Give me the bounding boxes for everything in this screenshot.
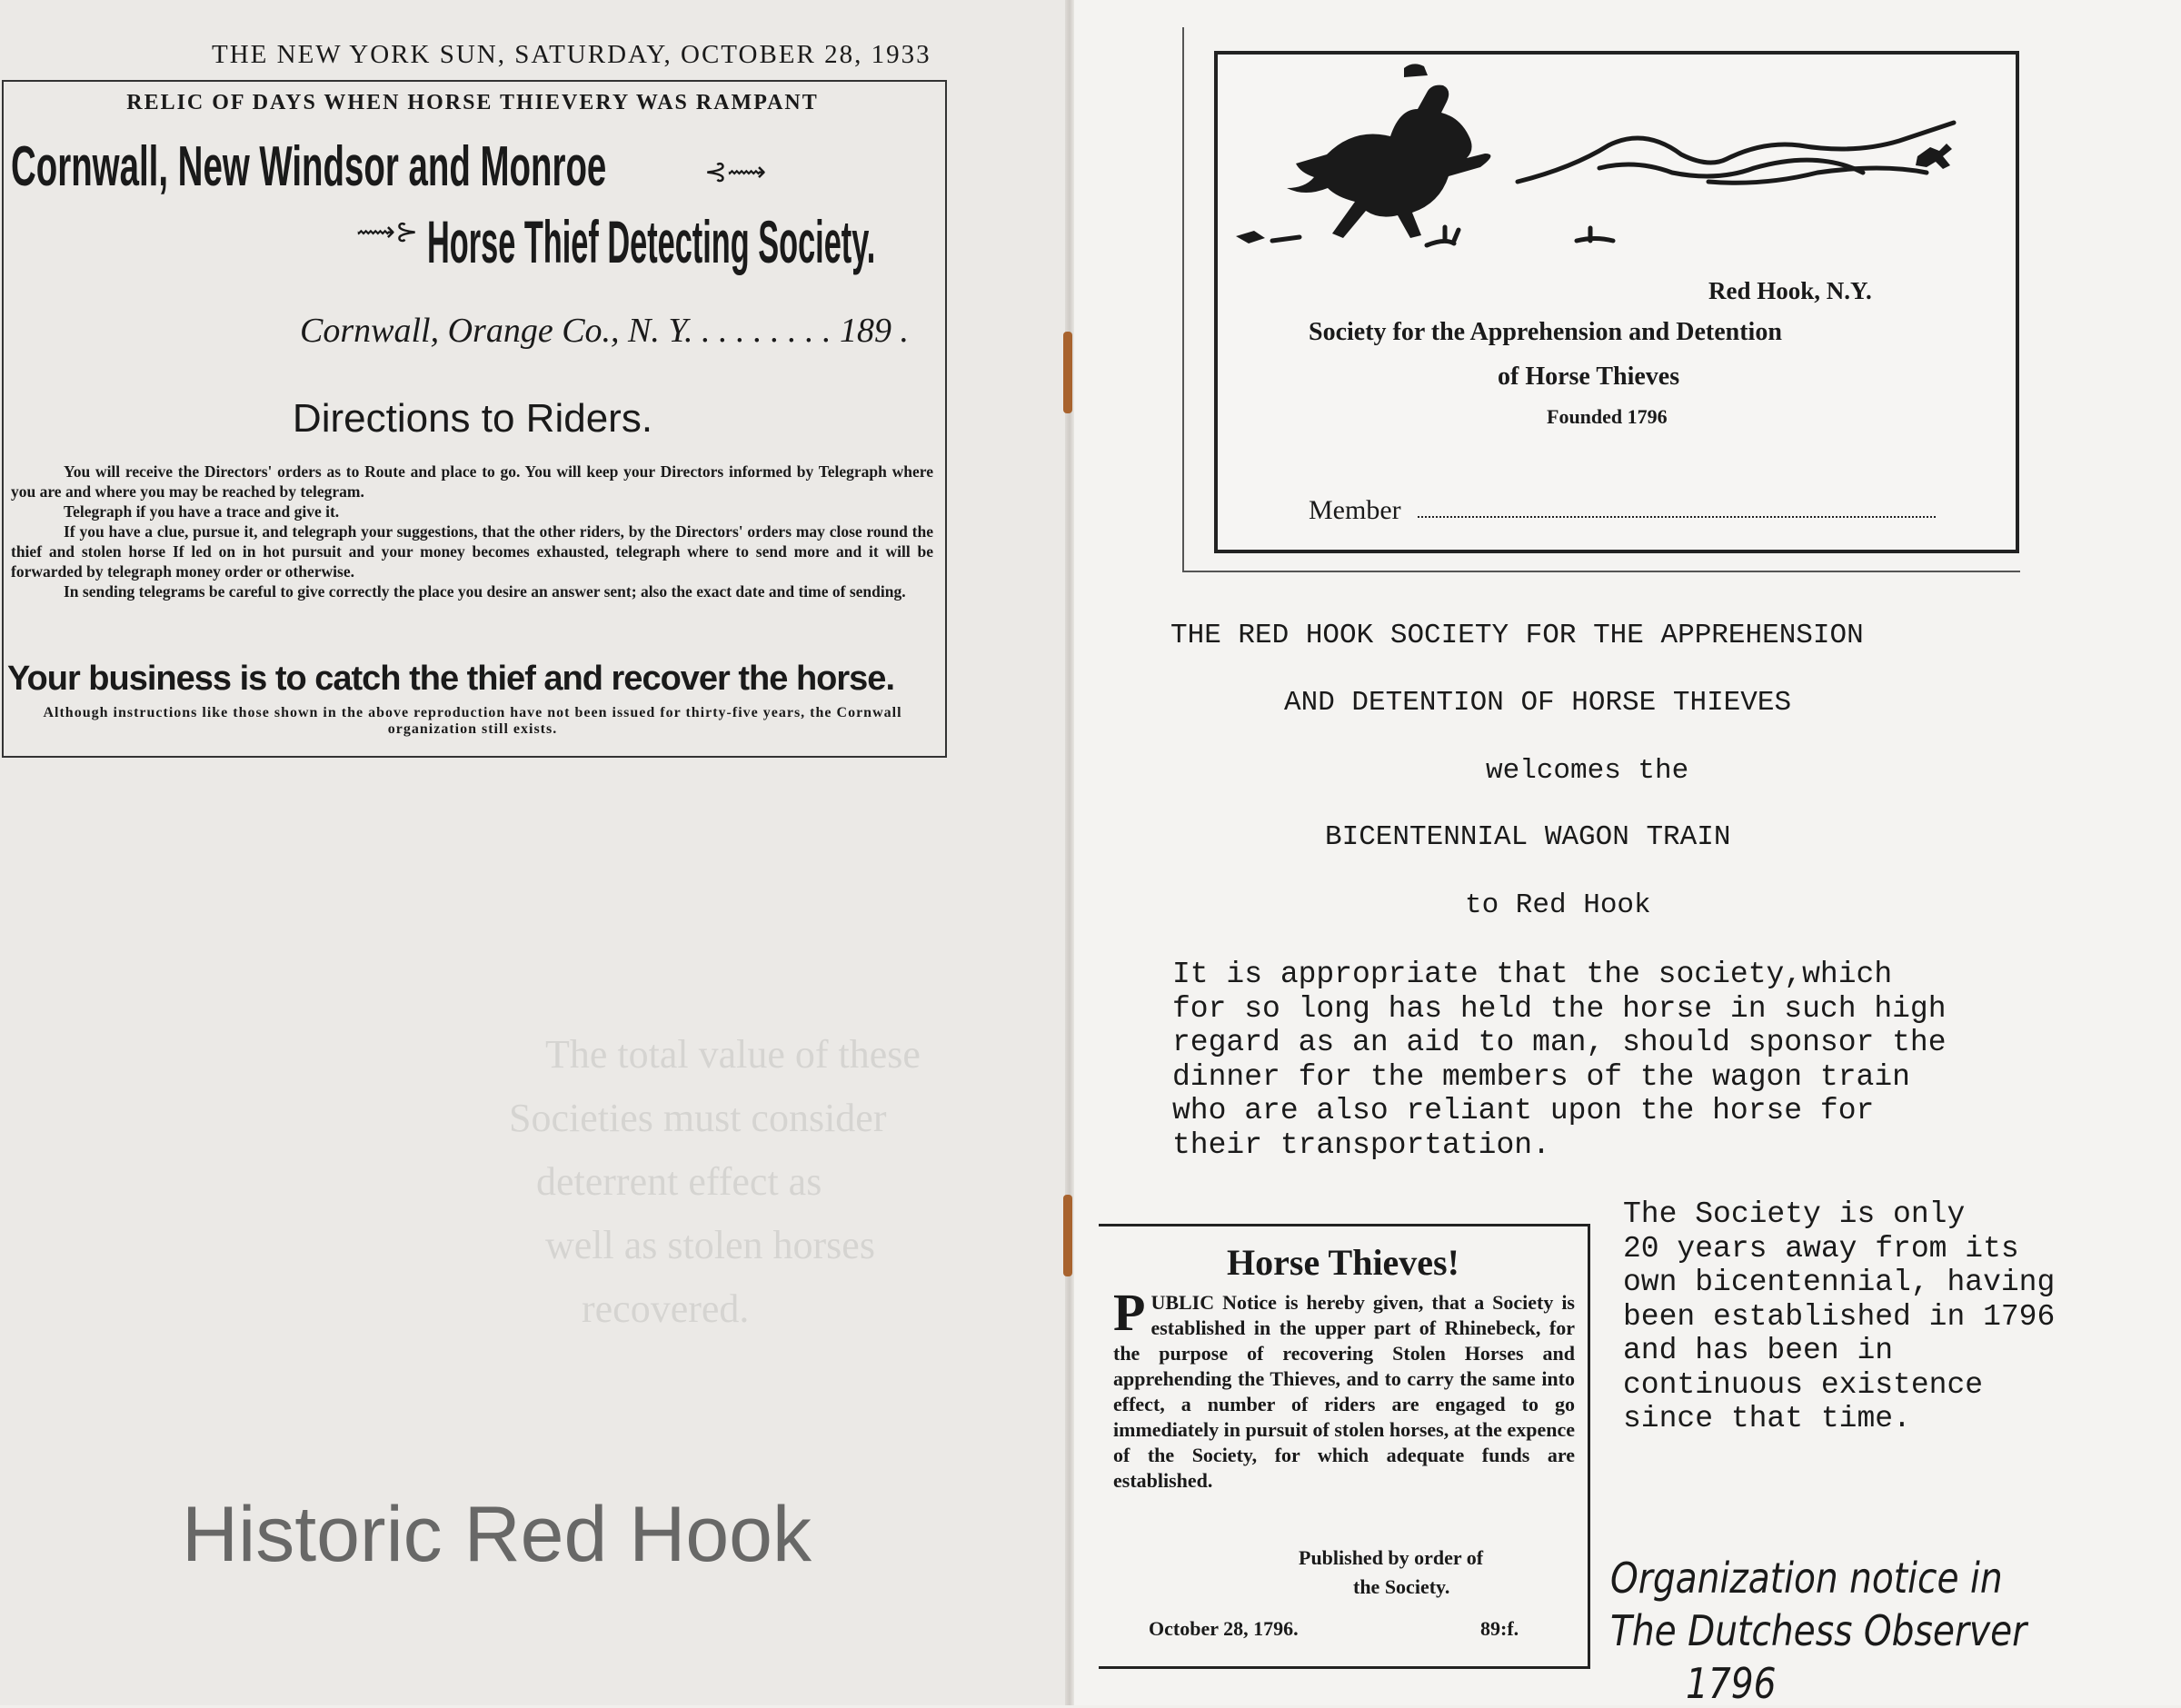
paragraph: If you have a clue, pursue it, and telegraph your suggestions, that the other riders, by the Directors' orders may close round the thief and stolen horse If led on in hot pursuit and your money becomes exhausted, telegraph where to send more and it will be forwarded by telegraph money order or otherwise.: [11, 522, 933, 581]
handwritten-caption: 1796: [1686, 1659, 1777, 1708]
side-paragraph: The Society is only 20 years away from its own bicentennial, having been established in 1796 and has been in continuous existence since that time.: [1623, 1197, 2056, 1435]
body-paragraph: It is appropriate that the society,which for so long has held the horse in such high regard as an aid to man, should sponsor the dinner for the members of the wagon train who are also reliant upon the horse for their transportation.: [1172, 958, 1947, 1162]
member-name-field[interactable]: [1418, 516, 1936, 518]
society-name-line2: Horse Thief Detecting Society.: [427, 208, 876, 275]
bleed-through-text: deterrent effect as: [536, 1159, 822, 1204]
drop-cap: P: [1113, 1283, 1146, 1342]
directions-title: Directions to Riders.: [292, 396, 653, 441]
location-line: Cornwall, Orange Co., N. Y. . . . . . . . . 189 .: [300, 312, 910, 350]
card-location: Red Hook, N.Y.: [1708, 277, 1872, 304]
welcome-line: BICENTENNIAL WAGON TRAIN: [1325, 821, 1731, 853]
ornament-icon: ⟿⊱: [356, 217, 419, 247]
handwritten-caption: Organization notice in: [1610, 1554, 2003, 1603]
notice-sig: 89:f.: [1480, 1617, 1519, 1640]
caption: Although instructions like those shown in the above reproduction have not been issued for thirty-five years, the Cornwall organization still exists.: [43, 705, 902, 737]
paragraph: In sending telegrams be careful to give correctly the place you desire an answer sent; also the exact date and time of sending.: [64, 582, 906, 601]
notice-body: [1113, 1283, 1575, 1494]
watermark: Historic Red Hook: [182, 1491, 812, 1578]
notice-date: October 28, 1796.: [1149, 1617, 1299, 1640]
paragraph: You will receive the Directors' orders as to Route and place to go. You will keep your Directors informed by Telegraph where you are and where you may be reached by telegram.: [11, 462, 933, 501]
handwritten-caption: The Dutchess Observer: [1610, 1606, 2027, 1655]
bleed-through-text: The total value of these: [545, 1032, 921, 1077]
card-founded: Founded 1796: [1547, 405, 1668, 428]
welcome-line: THE RED HOOK SOCIETY FOR THE APPREHENSION: [1170, 620, 1864, 651]
page-fold: [1065, 0, 1074, 1705]
membership-card: [1214, 51, 2019, 553]
welcome-line: AND DETENTION OF HORSE THIEVES: [1284, 687, 1792, 719]
newspaper-notice: [1099, 1224, 1590, 1669]
staple: [1063, 332, 1072, 413]
business-line: Your business is to catch the thief and recover the horse.: [7, 660, 894, 698]
horse-rider-illustration: [1218, 55, 2016, 282]
directions-text: [11, 462, 933, 601]
society-name-line1: Cornwall, New Windsor and Monroe: [11, 135, 607, 198]
welcome-line: welcomes the: [1486, 755, 1689, 787]
member-label: Member: [1309, 495, 1401, 525]
card-name-line2: of Horse Thieves: [1498, 362, 1680, 391]
notice-title: Horse Thieves!: [1227, 1242, 1459, 1283]
staple: [1063, 1195, 1072, 1276]
notice-society: the Society.: [1353, 1575, 1450, 1598]
notice-text: UBLIC Notice is hereby given, that a Society is established in the upper part of Rhinebeck, for the purpose of recovering Stolen Horses and apprehending the Thieves, and to carry the same into effect, a number of riders are engaged to go immediately in pursuit of stolen horses, at the expence of the Society, for which adequate funds are established.: [1113, 1291, 1575, 1492]
ornament-icon: ⊰⟿: [704, 157, 767, 187]
bleed-through-text: recovered.: [582, 1286, 750, 1331]
notice-published-by: Published by order of: [1299, 1546, 1484, 1569]
headline: RELIC OF DAYS WHEN HORSE THIEVERY WAS RAMPANT: [126, 91, 819, 114]
welcome-line: to Red Hook: [1465, 889, 1651, 921]
newspaper-header: THE NEW YORK SUN, SATURDAY, OCTOBER 28, 1933: [212, 40, 931, 69]
bleed-through-text: well as stolen horses: [545, 1223, 875, 1267]
paragraph: Telegraph if you have a trace and give it.: [64, 502, 340, 521]
card-name-line1: Society for the Apprehension and Detention: [1309, 318, 1782, 346]
bleed-through-text: Societies must consider: [509, 1096, 887, 1140]
